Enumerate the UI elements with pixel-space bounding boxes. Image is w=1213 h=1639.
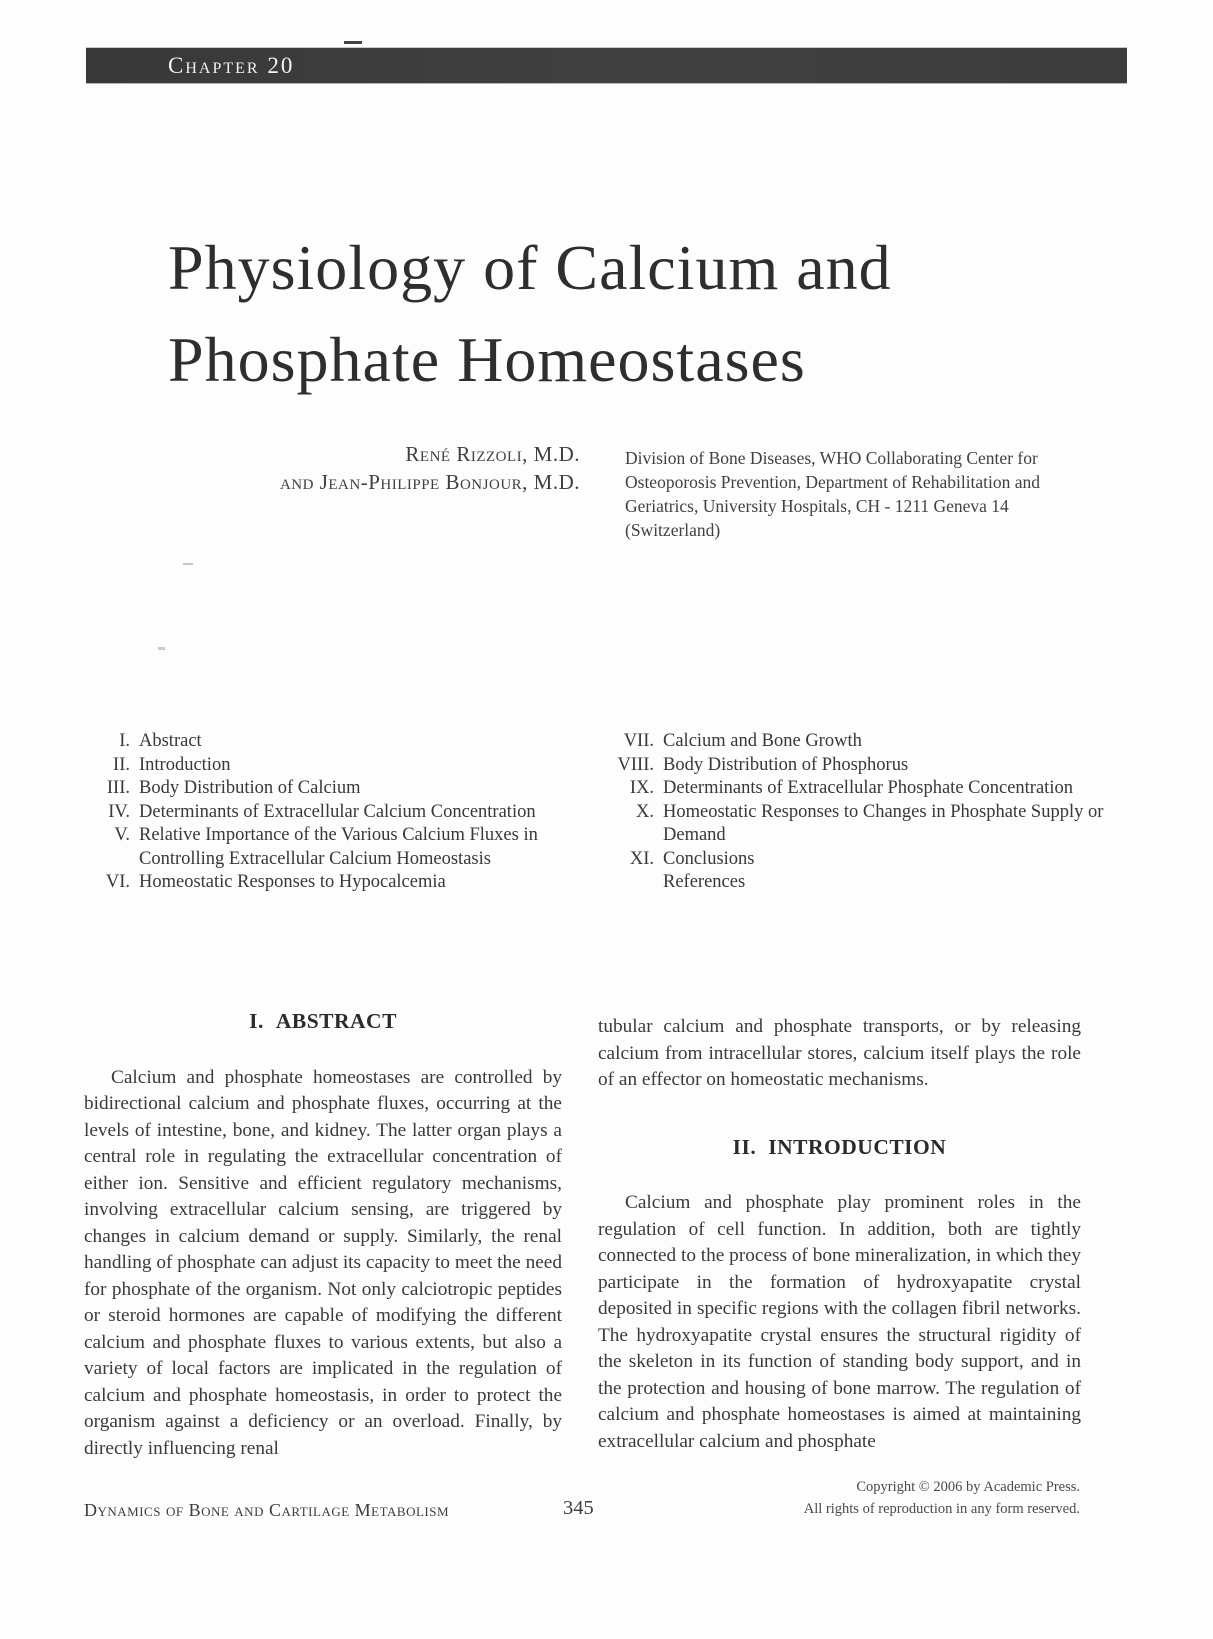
chapter-title-line1: Physiology of Calcium and [168, 232, 892, 303]
toc-item-number: I. [119, 731, 130, 751]
toc-item-number: VII. [623, 731, 654, 751]
footer-book-title: Dynamics of Bone and Cartilage Metabolism [84, 1500, 450, 1520]
chapter-header-bar [86, 48, 1127, 83]
toc-item-label: Introduction [139, 754, 231, 775]
introduction-heading [598, 1134, 1081, 1161]
toc-item [602, 801, 1110, 848]
toc-item-number [602, 871, 654, 895]
toc-item-number: XI. [629, 848, 654, 869]
toc-item-number: VI. [105, 872, 130, 892]
copyright-line1: Copyright © 2006 by Academic Press. [856, 1479, 1080, 1495]
introduction-heading-text: INTRODUCTION [768, 1134, 947, 1159]
abstract-heading-text: ABSTRACT [275, 1009, 397, 1033]
introduction-heading-number: II. [732, 1134, 757, 1159]
toc-item [602, 754, 1110, 778]
chapter-title [168, 222, 1068, 406]
right-text-column [598, 1014, 1081, 1455]
toc-item-number: IV. [108, 801, 130, 822]
abstract-heading-number: I. [249, 1009, 264, 1033]
toc-item-number: V. [114, 825, 130, 845]
abstract-paragraph-continued: tubular calcium and phosphate transports, or by releasing calcium from intracellular stores, calcium itself plays the role of an effector on homeostatic mechanisms. [598, 1016, 1081, 1090]
chapter-label: Chapter 20 [168, 52, 295, 78]
toc-item-label: Determinants of Extracellular Calcium Concentration [139, 801, 536, 822]
toc-item-label: Body Distribution of Calcium [139, 778, 361, 798]
scan-artifact [183, 563, 193, 565]
toc-item [90, 754, 582, 778]
toc-item-number: VIII. [617, 754, 654, 775]
toc-item [90, 801, 582, 825]
toc-item-label: Homeostatic Responses to Hypocalcemia [139, 872, 446, 892]
author-line2: and Jean-Philippe Bonjour, M.D. [279, 470, 580, 494]
toc-item-label: Body Distribution of Phosphorus [663, 754, 909, 775]
toc-left-column [90, 730, 582, 895]
toc-item-number: IX. [629, 778, 654, 798]
toc-item-number: III. [106, 778, 130, 798]
toc-item [602, 871, 1110, 895]
toc-item [602, 730, 1110, 754]
chapter-title-line2: Phosphate Homeostases [168, 324, 806, 395]
toc-item-label: Abstract [139, 731, 202, 751]
toc-item [90, 824, 582, 871]
copyright-line2: All rights of reproduction in any form reserved. [803, 1501, 1080, 1517]
scan-artifact [158, 647, 165, 650]
abstract-paragraph: Calcium and phosphate homeostases are controlled by bidirectional calcium and phosphate fluxes, occurring at the levels of intestine, bone, and kidney. The latter organ plays a central role in regulating the extracellular concentration of either ion. Sensitive and efficient regulatory mechanisms, involving extracellular calcium sensing, are triggered by changes in calcium demand or supply. Similarly, the renal handling of phosphate can adjust its capacity to meet the need for phosphate of the organism. Not only calciotropic peptides or steroid hormones are capable of modifying the different calcium and phosphate fluxes to various extents, but also a variety of local factors are implicated in the regulation of calcium and phosphate homeostasis, in order to protect the organism against a deficiency or an overload. Finally, by directly influencing renal [84, 1066, 562, 1459]
toc-item-label: References [663, 872, 746, 892]
toc-item [602, 848, 1110, 872]
scan-artifact [344, 41, 362, 44]
footer-copyright [700, 1476, 1080, 1520]
author-line1: René Rizzoli, M.D. [405, 442, 580, 466]
toc-item-label: Conclusions [663, 848, 755, 869]
left-text-column [84, 1008, 562, 1462]
toc-item-label: Determinants of Extracellular Phosphate Concentration [663, 778, 1073, 798]
toc-item [90, 730, 582, 754]
toc-item-number: X. [636, 801, 654, 822]
toc-item-label: Calcium and Bone Growth [663, 731, 862, 751]
introduction-paragraph: Calcium and phosphate play prominent roles in the regulation of cell function. In addition, both are tightly connected to the process of bone mineralization, in which they participate in the formation of hydroxyapatite crystal deposited in specific regions with the collagen fibril networks. The hydroxyapatite crystal ensures the structural rigidity of the skeleton in its function of standing body support, and in the protection and housing of bone marrow. The regulation of calcium and phosphate homeostases is aimed at maintaining extracellular calcium and phosphate [598, 1192, 1081, 1452]
toc-item [602, 777, 1110, 801]
authors [84, 440, 580, 496]
toc-item [90, 777, 582, 801]
toc-item-number: II. [113, 754, 130, 775]
page-number: 345 [563, 1497, 594, 1519]
affiliation: Division of Bone Diseases, WHO Collaborating Center for Osteoporosis Prevention, Department of Rehabilitation and Geriatrics, University Hospitals, CH - 1211 Geneva 14 (Switzerland) [625, 448, 1041, 540]
abstract-heading [84, 1008, 562, 1035]
toc-item-label: Homeostatic Responses to Changes in Phosphate Supply or Demand [663, 801, 1104, 845]
toc-item [90, 871, 582, 895]
toc-item-label: Relative Importance of the Various Calcium Fluxes in Controlling Extracellular Calcium Homeostasis [139, 825, 538, 869]
toc-right-column [602, 730, 1110, 895]
